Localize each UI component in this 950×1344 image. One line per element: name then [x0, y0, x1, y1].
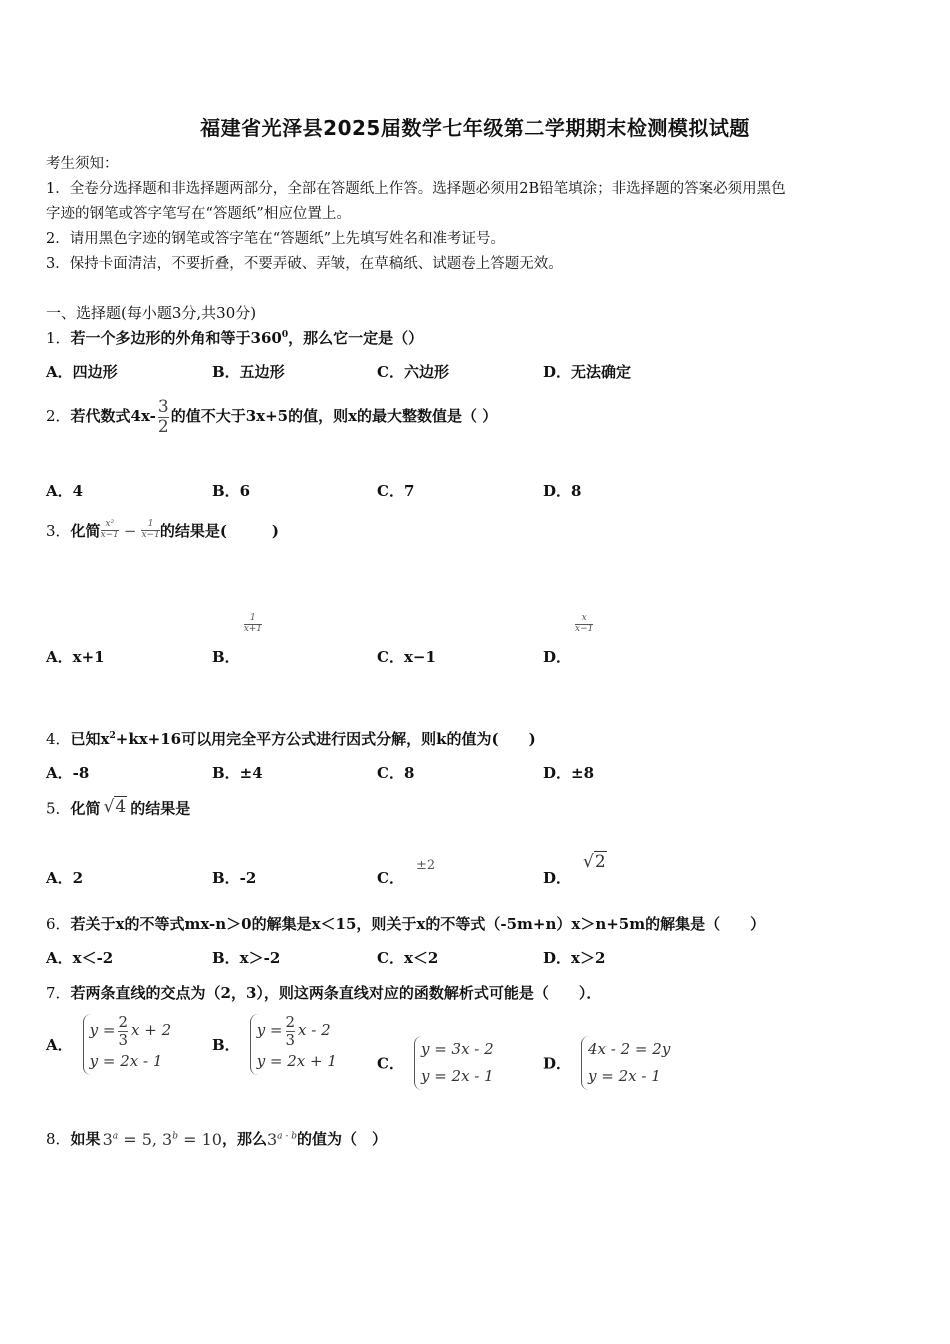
option-b[interactable]: B． $\frac{1}{x+1}$ [212, 613, 263, 666]
question-text-post: +kx+16可以用完全平方公式进行因式分解，则k的值为( ) [115, 730, 536, 748]
question-text-pre: 已知x [70, 730, 110, 748]
minus-sign: − [123, 521, 137, 540]
option-b[interactable]: B．五边形 [212, 363, 285, 381]
option-b[interactable]: B．6 [212, 482, 251, 500]
superscript: 0 [281, 330, 289, 340]
option-a[interactable]: A．四边形 [46, 363, 118, 381]
square-root: √2 [583, 852, 606, 872]
option-c[interactable]: C．7 [377, 482, 415, 500]
option-a[interactable]: A．x＜-2 [46, 949, 114, 967]
page-title: 福建省光泽县2025届数学七年级第二学期期末检测模拟试题 [200, 116, 750, 140]
option-a[interactable]: A． y = $\frac{2}{3}$ x + 2 y = 2x - 1 [46, 1014, 171, 1075]
notice-heading: 考生须知： [46, 156, 119, 172]
question-number: 4． [46, 730, 71, 748]
equation-system: y = 3x - 2 y = 2x - 1 [414, 1036, 494, 1090]
fraction: $\frac{1}{x+1}$ [243, 613, 263, 634]
question-text-pre: 化简 [70, 799, 101, 818]
question-3 [46, 520, 279, 541]
question-5 [46, 797, 190, 819]
option-b[interactable]: B．-2 [212, 869, 257, 887]
question-4 [46, 728, 536, 749]
section-heading: 一、选择题(每小题3分,共30分) [46, 304, 257, 322]
question-number: 1． [46, 329, 71, 347]
option-a[interactable]: A．x+1 [46, 648, 105, 666]
option-c[interactable]: C．x−1 [377, 648, 436, 666]
option-c[interactable]: C．x＜2 [377, 949, 439, 967]
fraction: $\frac{x}{x-1}$ [575, 613, 594, 634]
question-text-pre: 如果 [70, 1130, 101, 1148]
question-text: 若关于x的不等式mx-n＞0的解集是x＜15，则关于x的不等式（-5m+n）x＞n+5m的解集是（ ） [70, 915, 766, 933]
option-d[interactable]: D． $\frac{x}{x-1}$ [543, 613, 594, 666]
question-8 [46, 1128, 387, 1149]
question-text-pre: 若代数式4x- [70, 407, 156, 426]
option-c[interactable]: C． y = 3x - 2 y = 2x - 1 [377, 1036, 494, 1090]
equation-system: 4x - 2 = 2y y = 2x - 1 [581, 1036, 670, 1090]
question-number: 7． [46, 984, 71, 1002]
option-d[interactable]: D．√2 [543, 852, 606, 887]
option-a[interactable]: A．-8 [46, 764, 90, 782]
math-expression: ±2 [415, 858, 436, 873]
fraction: $\frac{\text{x²}}{x-1}$ [100, 519, 119, 540]
question-6 [46, 913, 765, 934]
equation-system: y = $\frac{2}{3}$ x - 2 y = 2x + 1 [250, 1014, 337, 1075]
option-b[interactable]: B．x＞-2 [212, 949, 281, 967]
square-root: √4 [103, 797, 127, 817]
option-d[interactable]: D．无法确定 [543, 363, 632, 381]
question-number: 3． [46, 522, 71, 540]
question-1 [46, 327, 423, 348]
math-expression: $3^a = 5$, $3^b = 10$ [102, 1130, 222, 1149]
question-number: 5． [46, 799, 71, 818]
question-text-post: 的结果是( ) [159, 522, 280, 540]
option-d[interactable]: D．±8 [543, 764, 595, 782]
option-b[interactable]: B．±4 [212, 764, 263, 782]
question-number: 2． [46, 407, 71, 426]
question-text-pre: 化简 [70, 522, 101, 540]
question-7 [46, 982, 601, 1003]
question-text-post: 的结果是 [130, 799, 191, 818]
question-text-tail: ，那么它一定是（） [288, 329, 424, 347]
math-expression: 3$^{a - b}$ [266, 1130, 298, 1149]
option-c[interactable]: C．8 [377, 764, 415, 782]
option-b[interactable]: B． y = $\frac{2}{3}$ x - 2 y = 2x + 1 [212, 1014, 337, 1075]
question-text-post: 的值为（ ） [297, 1130, 388, 1148]
question-text: 若一个多边形的外角和等于360 [70, 329, 282, 347]
notice-line: 字迹的钢笔或答字笔写在“答题纸”相应位置上。 [46, 206, 351, 222]
notice-line: 2．请用黑色字迹的钢笔或答字笔在“答题纸”上先填写姓名和准考证号。 [46, 231, 506, 247]
option-c[interactable]: C．六边形 [377, 363, 449, 381]
fraction: $\frac{3}{2}$ [157, 397, 169, 437]
question-text-post: 的值不大于3x+5的值，则x的最大整数值是（ ） [170, 407, 498, 426]
question-2 [46, 398, 497, 436]
option-d[interactable]: D．x＞2 [543, 949, 606, 967]
question-text: 若两条直线的交点为（2，3），则这两条直线对应的函数解析式可能是（ ）． [70, 984, 602, 1002]
option-a[interactable]: A．4 [46, 482, 84, 500]
equation-system: y = $\frac{2}{3}$ x + 2 y = 2x - 1 [83, 1014, 171, 1075]
question-number: 6． [46, 915, 71, 933]
option-a[interactable]: A．2 [46, 869, 84, 887]
superscript: 2 [109, 731, 116, 741]
option-d[interactable]: D．8 [543, 482, 582, 500]
notice-line: 3．保持卡面清洁，不要折叠，不要弄破、弄皱，在草稿纸、试题卷上答题无效。 [46, 256, 563, 272]
question-number: 8． [46, 1130, 71, 1148]
option-d[interactable]: D． 4x - 2 = 2y y = 2x - 1 [543, 1036, 670, 1090]
question-text-mid: ，那么 [221, 1130, 267, 1148]
fraction: $\frac{1}{x-1}$ [141, 519, 160, 540]
option-c[interactable]: C．±2 [377, 858, 436, 887]
notice-line: 1．全卷分选择题和非选择题两部分，全部在答题纸上作答。选择题必须用2B铅笔填涂；非选择题的答案必须用黑色 [46, 181, 786, 197]
